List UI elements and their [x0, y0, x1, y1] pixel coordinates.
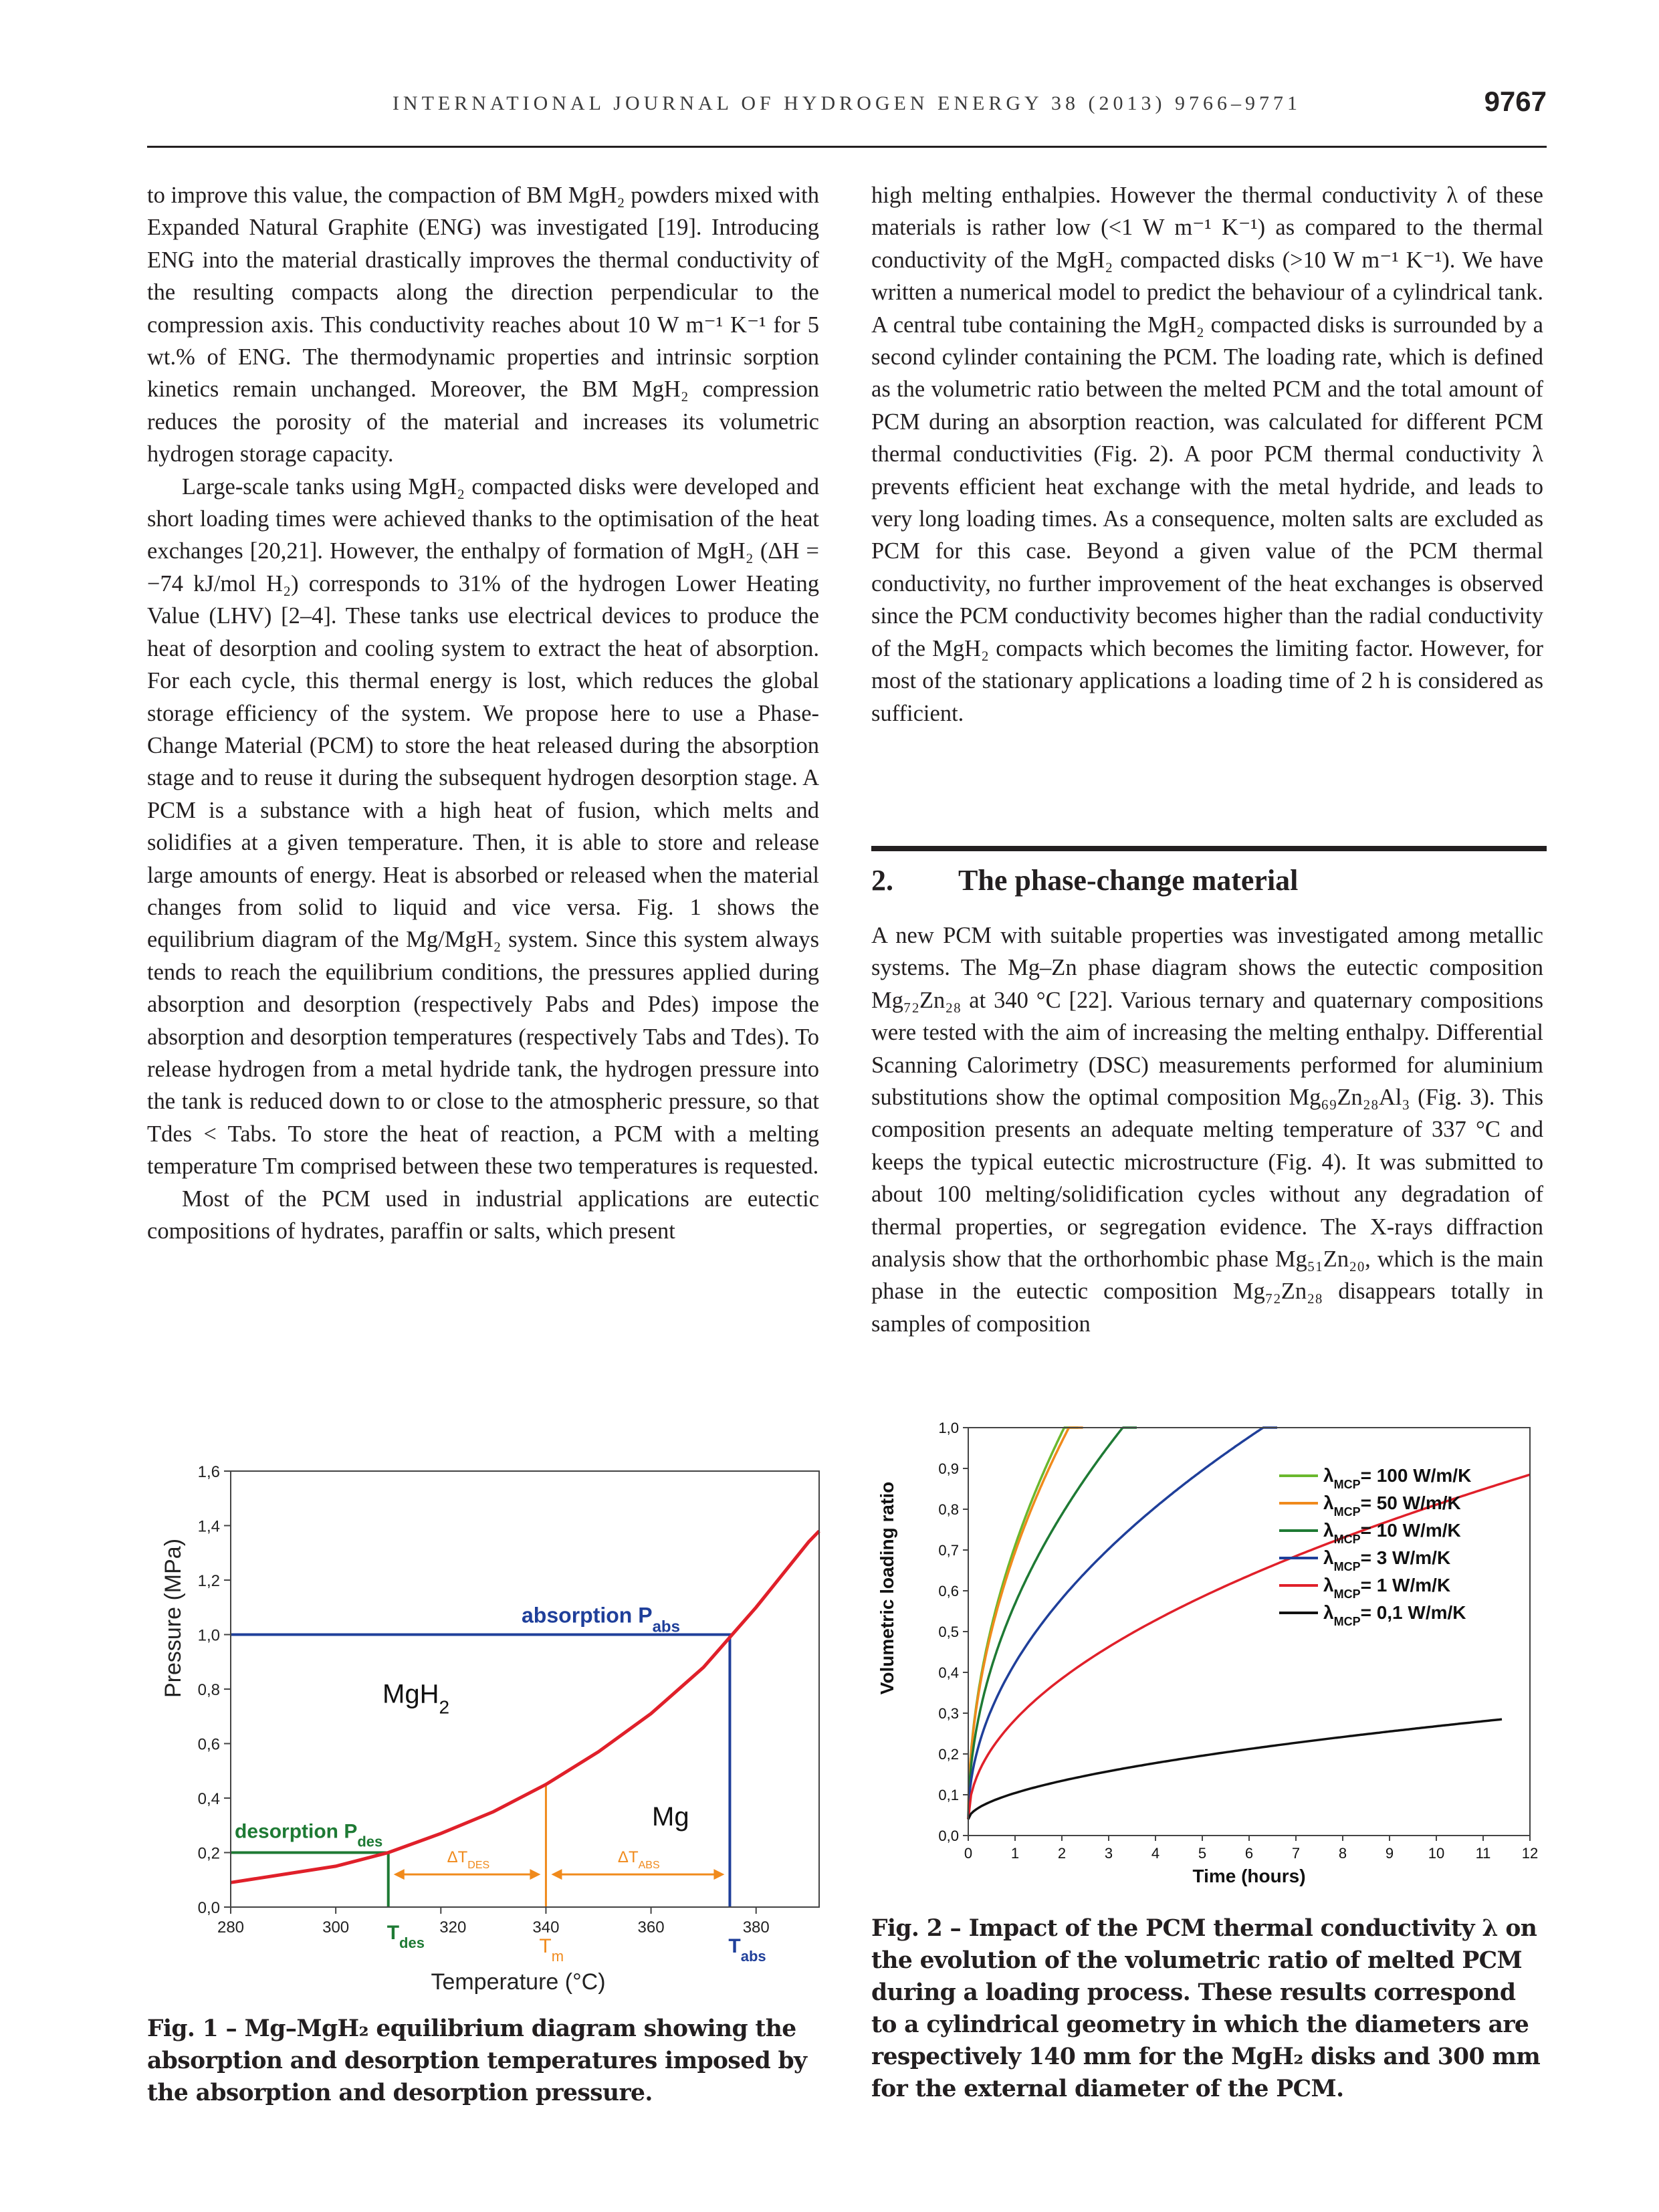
desorption-label: desorption $P_{des}$ [235, 1820, 383, 1850]
y-tick-label: 0,9 [938, 1460, 959, 1477]
y-tick-label: 0,8 [938, 1501, 959, 1518]
y-tick-label: 0,1 [938, 1787, 959, 1803]
legend-entry: $\lambda_{MCP}= 10$ W/m/K [1323, 1520, 1461, 1546]
y-tick-label: 0,4 [938, 1664, 959, 1681]
x-tick-label: 12 [1521, 1845, 1539, 1862]
x-tick-label: 8 [1338, 1845, 1347, 1862]
right-column [871, 179, 1543, 730]
running-header [147, 86, 1547, 148]
y-tick-label: 1,0 [938, 1420, 959, 1436]
x-tick-label: 380 [742, 1918, 770, 1937]
x-tick-label: 0 [964, 1845, 973, 1862]
figure-1-caption: Fig. 1 – Mg–MgH₂ equilibrium diagram showing the absorption and desorption temperatures imposed by the absorption and desorption pressure. [147, 2015, 807, 2106]
paragraph: Most of the PCM used in industrial applications are eutectic compositions of hydrates, paraffin or salts, which present [147, 1186, 819, 1244]
region-mg-label: Mg [652, 1801, 689, 1832]
figure-2-chart [871, 1414, 1547, 1902]
paragraph: high melting enthalpies. However the thermal conductivity λ of these materials is rather low (<1 W m⁻¹ K⁻¹) as compared to the thermal conductivity of the MgH₂ compacted disks (>10 W m⁻¹ K⁻¹). We have written a numerical model to predict the behaviour of a cylindrical tank. A central tube containing the MgH₂ compacted disks is surrounded by a second cylinder containing the PCM. The loading rate, which is defined as the volumetric ratio between the melted PCM and the total amount of PCM during an absorption reaction, was calculated for different PCM thermal conductivities (Fig. 2). A poor PCM thermal conductivity λ prevents efficient heat exchange with the metal hydride, and leads to very long loading times. As a consequence, molten salts are excluded as PCM for this case. Beyond a given value of the PCM thermal conductivity, no further improvement of the heat exchanges is observed since the PCM conductivity becomes higher than the radial conductivity of the MgH₂ compacts which becomes the limiting factor. However, for most of the stationary applications a loading time of 2 h is considered as sufficient. [871, 183, 1543, 726]
x-tick-label: 7 [1291, 1845, 1301, 1862]
y-tick-label: 0,2 [197, 1844, 220, 1863]
paragraph: to improve this value, the compaction of BM MgH₂ powders mixed with Expanded Natural Graphite (ENG) was investigated [19]. Introducing ENG into the material drastically improves the thermal conductivity of the resulting compacts along the direction perpendicular to the compression axis. This conductivity reaches about 10 W m⁻¹ K⁻¹ for 5 wt.% of ENG. The thermodynamic properties and intrinsic sorption kinetics remain unchanged. Moreover, the BM MgH₂ compression reduces the porosity of the material and increases its volumetric hydrogen storage capacity. [147, 183, 819, 467]
x-axis-label: Temperature (°C) [431, 1969, 606, 1995]
y-tick-label: 0,7 [938, 1542, 959, 1559]
region-mgh2-label: MgH$_2$ [382, 1679, 450, 1717]
y-tick-label: 0,4 [197, 1790, 220, 1808]
x-tick-label: 11 [1475, 1845, 1491, 1862]
y-axis-label: Pressure (MPa) [160, 1538, 186, 1698]
legend-entry: $\lambda_{MCP}= 3$ W/m/K [1323, 1547, 1451, 1573]
tm-label: $T_m$ [539, 1935, 564, 1965]
y-tick-label: 0,5 [938, 1624, 959, 1640]
y-tick-label: 1,2 [197, 1572, 220, 1590]
y-tick-label: 0,2 [938, 1746, 959, 1763]
plot-frame [968, 1428, 1530, 1836]
x-tick-label: 3 [1104, 1845, 1113, 1862]
section-heading [871, 846, 1547, 897]
x-tick-label: 9 [1385, 1845, 1394, 1862]
x-tick-label: 300 [322, 1918, 350, 1937]
legend-entry: $\lambda_{MCP}= 1$ W/m/K [1323, 1575, 1451, 1601]
left-column [147, 179, 819, 1247]
absorption-label: absorption $P_{abs}$ [522, 1603, 680, 1636]
y-tick-label: 1,0 [197, 1626, 220, 1645]
delta-t-des-label: $\Delta T_{DES}$ [447, 1848, 490, 1871]
tabs-label: $T_{abs}$ [728, 1935, 766, 1965]
x-tick-label: 5 [1198, 1845, 1207, 1862]
x-tick-label: 6 [1244, 1845, 1254, 1862]
y-tick-label: 0,6 [197, 1735, 220, 1754]
page-number: 9767 [1484, 86, 1547, 117]
legend-entry: $\lambda_{MCP}= 0,1$ W/m/K [1323, 1602, 1466, 1628]
y-tick-label: 0,3 [938, 1705, 959, 1722]
figure-2-caption: Fig. 2 – Impact of the PCM thermal conductivity λ on the evolution of the volumetric ratio of melted PCM during a loading process. These results correspond to a cylindrical geometry in which the diameters are respectively 140 mm for the MgH₂ disks and 300 mm for the external diameter of the PCM. [871, 1915, 1541, 2102]
section-number: 2. [871, 864, 893, 897]
series-line [968, 1719, 1502, 1819]
section-title: The phase-change material [958, 864, 1299, 897]
y-tick-label: 0,0 [938, 1828, 959, 1844]
x-tick-label: 10 [1428, 1845, 1445, 1862]
x-tick-label: 360 [637, 1918, 665, 1937]
x-tick-label: 4 [1151, 1845, 1160, 1862]
legend-entry: $\lambda_{MCP}= 100$ W/m/K [1323, 1465, 1472, 1491]
delta-t-abs-label: $\Delta T_{ABS}$ [617, 1848, 660, 1871]
series-line [968, 1428, 1277, 1819]
y-tick-label: 0,6 [938, 1583, 959, 1599]
paragraph: A new PCM with suitable properties was investigated among metallic systems. The Mg–Zn phase diagram shows the eutectic composition Mg₇₂Zn₂₈ at 340 °C [22]. Various ternary and quaternary compositions were tested with the aim of increasing the melting enthalpy. Differential Scanning Calorimetry (DSC) measurements performed for aluminium substitutions show the optimal composition Mg₆₉Zn₂₈Al₃ (Fig. 3). This composition presents an adequate melting temperature of 337 °C and keeps the typical eutectic microstructure (Fig. 4). It was submitted to about 100 melting/solidification cycles without any degradation of thermal properties, or segregation evidence. The X-rays diffraction analysis show that the orthorhombic phase Mg₅₁Zn₂₀, which is the main phase in the eutectic composition Mg₇₂Zn₂₈ disappears totally in samples of composition [871, 923, 1543, 1337]
tdes-label: $T_{des}$ [386, 1922, 425, 1951]
x-tick-label: 340 [532, 1918, 560, 1937]
journal-title: INTERNATIONAL JOURNAL OF HYDROGEN ENERGY 38 (2013) 9766–9771 [392, 92, 1302, 114]
legend-entry: $\lambda_{MCP}= 50$ W/m/K [1323, 1492, 1461, 1519]
y-tick-label: 1,4 [197, 1517, 220, 1536]
y-tick-label: 0,8 [197, 1681, 220, 1699]
y-tick-label: 1,6 [197, 1463, 220, 1481]
paragraph: Large-scale tanks using MgH₂ compacted disks were developed and short loading times were achieved thanks to the optimisation of the heat exchanges [20,21]. However, the enthalpy of formation of MgH₂ (ΔH = −74 kJ/mol H₂) corresponds to 31% of the hydrogen Lower Heating Value (LHV) [2–4]. These tanks use electrical devices to produce the heat of desorption and cooling system to extract the heat of absorption. For each cycle, this thermal energy is lost, which reduces the global storage efficiency of the system. We propose here to use a Phase-Change Material (PCM) to store the heat released during the absorption stage and to reuse it during the subsequent hydrogen desorption stage. A PCM is a substance with a high heat of fusion, which melts and solidifies at a given temperature. Then, it is able to store and release large amounts of energy. Heat is absorbed or released when the material changes from solid to liquid and vice versa. Fig. 1 shows the equilibrium diagram of the Mg/MgH₂ system. Since this system always tends to reach the equilibrium conditions, the pressures applied during absorption and desorption (respectively Pabs and Pdes) impose the absorption and desorption temperatures (respectively Tabs and Tdes). To release hydrogen from a metal hydride tank, the hydrogen pressure into the tank is reduced down to or close to the atmospheric pressure, so that Tdes < Tabs. To store the heat of reaction, a PCM with a melting temperature Tm comprised between these two temperatures is requested. [147, 473, 819, 1180]
x-tick-label: 280 [217, 1918, 245, 1937]
y-tick-label: 0,0 [197, 1899, 220, 1917]
y-axis-label: Volumetric loading ratio [877, 1481, 897, 1695]
x-tick-label: 1 [1010, 1845, 1020, 1862]
x-tick-label: 320 [439, 1918, 467, 1937]
x-axis-label: Time (hours) [1192, 1866, 1306, 1886]
right-column-section2 [871, 919, 1543, 1340]
figure-1-chart [147, 1451, 822, 1999]
x-tick-label: 2 [1057, 1845, 1067, 1862]
